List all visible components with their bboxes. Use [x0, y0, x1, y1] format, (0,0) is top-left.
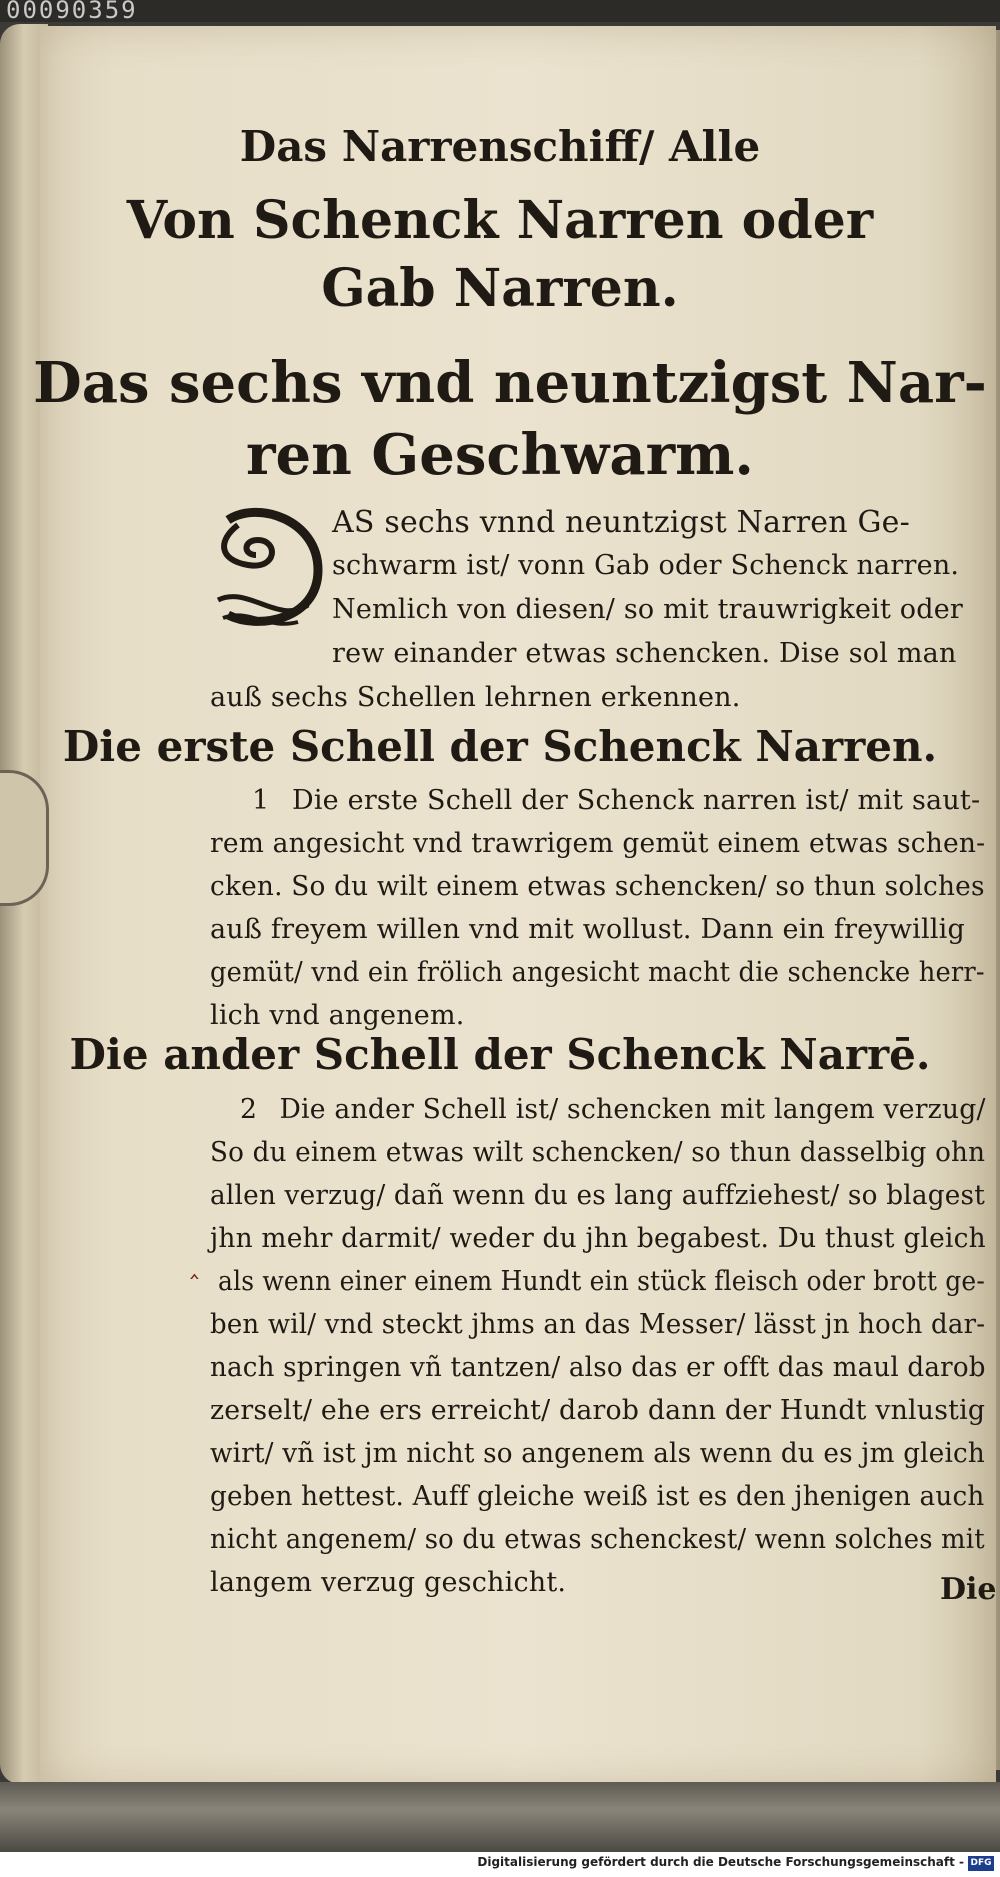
section-2-line: wirt/ vñ ist jm nicht so angenem als wenn du es jm gleich	[210, 1438, 986, 1469]
section-1-line: gemüt/ vnd ein frölich angesicht macht die schencke herr-	[210, 957, 985, 988]
section-2-number: 2	[240, 1094, 258, 1125]
catchword: Die	[940, 1572, 997, 1607]
dfg-logo: DFG	[968, 1856, 994, 1871]
intro-line: AS sechs vnnd neuntzigst Narren Ge-	[332, 505, 910, 540]
top-band	[0, 0, 1000, 22]
chapter-heading-line-1: Das sechs vnd neuntzigst Nar-	[33, 350, 987, 416]
section-1-line: auß freyem willen vnd mit wollust. Dann ein freywillig	[210, 914, 966, 945]
intro-line: schwarm ist/ vonn Gab oder Schenck narren.	[332, 550, 960, 581]
section-2-line: nicht angenem/ so du etwas schenckest/ wenn solches mit	[210, 1524, 985, 1555]
title-line-1: Von Schenck Narren oder	[126, 190, 874, 251]
footer-credit: Digitalisierung gefördert durch die Deutsche Forschungsgemeinschaft -	[477, 1855, 964, 1869]
section-1-line: lich vnd angenem.	[210, 1000, 465, 1031]
title-line-2: Gab Narren.	[321, 258, 679, 319]
clasp	[0, 770, 49, 906]
chapter-heading-line-2: ren Geschwarm.	[246, 422, 754, 488]
section-1-heading: Die erste Schell der Schenck Narren.	[62, 722, 938, 771]
intro-line: Nemlich von diesen/ so mit trauwrigkeit oder	[332, 594, 964, 625]
section-2-line: als wenn einer einem Hundt ein stück fleisch oder brott ge-	[218, 1266, 985, 1297]
section-1-line: rem angesicht vnd trawrigem gemüt einem etwas schen-	[210, 828, 986, 859]
section-1-text: Die erste Schell der Schenck narren ist/ mit saut-	[292, 785, 981, 816]
section-2-line: geben hettest. Auff gleiche weiß ist es den jhenigen auch	[210, 1481, 985, 1512]
section-2-line: allen verzug/ dañ wenn du es lang auffziehest/ so blagest	[210, 1180, 985, 1211]
section-1-line: cken. So du wilt einem etwas schencken/ so thun solches	[210, 871, 985, 902]
section-2-heading: Die ander Schell der Schenck Narrē.	[69, 1030, 931, 1079]
intro-line: auß sechs Schellen lehrnen erkennen.	[210, 682, 741, 713]
section-2-line: zerselt/ ehe ers erreicht/ darob dann der Hundt vnlustig	[210, 1395, 986, 1426]
section-1-line	[252, 785, 980, 816]
book-bottom-edge	[0, 1782, 1000, 1852]
intro-line: rew einander etwas schencken. Dise sol man	[332, 638, 957, 669]
section-2-line: nach springen vñ tantzen/ also das er offt das maul darob	[210, 1352, 986, 1383]
section-1-number: 1	[252, 785, 270, 816]
section-2-line: langem verzug geschicht.	[210, 1567, 567, 1598]
marginal-mark: ‸	[190, 1250, 199, 1280]
section-2-line	[240, 1094, 986, 1125]
scan-id: 00090359	[6, 0, 138, 24]
section-2-text: Die ander Schell ist/ schencken mit langem verzug/	[279, 1094, 986, 1125]
section-2-line: ben wil/ vnd steckt jhms an das Messer/ lässt jn hoch dar-	[210, 1309, 986, 1340]
running-head: Das Narrenschiff/ Alle	[239, 122, 761, 171]
decorated-initial-d-icon	[208, 500, 328, 636]
section-2-line: So du einem etwas wilt schencken/ so thun dasselbig ohn	[210, 1137, 986, 1168]
section-2-line: jhn mehr darmit/ weder du jhn begabest. Du thust gleich	[210, 1223, 986, 1254]
